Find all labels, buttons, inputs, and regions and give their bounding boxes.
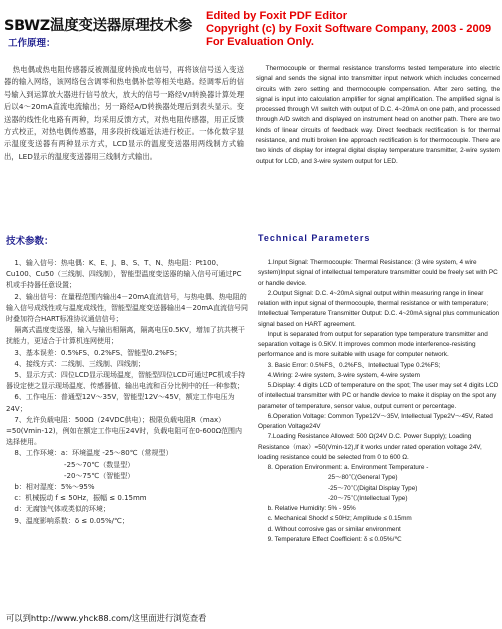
watermark-line: Edited by Foxit PDF Editor: [206, 10, 348, 22]
principle-heading: 工作原理：: [8, 38, 56, 49]
param-item: b：相对湿度：5%～95%: [14, 483, 95, 492]
param-item: 6、工作电压：普通型12V～35V，智能型12V～45V，额定工作电压为24V；: [6, 393, 235, 413]
param-subitem-en: 25～80℃(General Type): [328, 474, 398, 482]
principle-text-en: Thermocouple or thermal resistance transforms tested temperature into electric signal and sends the signal into transmitter input network which includes concerned circuits with zero setting and thermocouple compensation. After zero setting, the signal is input into calculation amplifier for signal amplification. The amplified signal is processed through V/I switch with output of D.C. 4~20mA on one path, and processed through A/D switch and displayed on instrument head on another path. There are two kinds of linear circuits of feedback way. Direct feedback rectification is for thermal resistance, and multi broken line approach rectification is for thermocouple. There are two kinds of display for integral digital display temperature transmitter, 2-wire system output for LCD, and 3-wire system output for LED.: [256, 65, 500, 165]
footer-link-text[interactable]: 可以到http://www.yhck88.com/这里面进行浏览查看: [6, 613, 207, 623]
param-item: 8、工作环境：a：环境温度 -25～80℃（常规型）: [14, 449, 173, 458]
param-subitem: -20～75℃（智能型）: [64, 471, 135, 480]
params-list-en: [258, 258, 500, 545]
param-item-en: 9. Temperature Effect Coefficient: δ ≤ 0.05%/℃: [267, 535, 402, 543]
principle-text-cn: 热电偶或热电阻传感器反被测温度转换成电信号，再将该信号送入变送器的输入网络，该网络包含调零和热电偶补偿等相关电路。经调零后的信号输入到运算放大器进行信号放大，放大的信号一路经V/I转换器计算处理后以4～20mA直流电流输出；另一路经A/D转换器处理后到表头显示。变送器的线性化电路有两种，均采用反馈方式，对热电阻传感器，用正反馈方式校正，对热电偶传感器，用多段折线逼近法进行校正。一体化数字显示温度变送器有两种显示方式，LCD显示的温度变送器用两线制方式输出，LED显示的温度变送器用三线制方式输出。: [4, 65, 244, 161]
param-item: 9、温度影响系数：δ ≤ 0.05%/℃；: [14, 516, 129, 525]
param-item: 5、显示方式：四位LCD显示现场温度，智能型四位LCD可通过PC机或手持器设定使之显示现场温度、传感器值、输出电流和百分比例中的任一种参数；: [6, 371, 246, 391]
document-title: SBWZ温度变送器原理技术参: [4, 18, 193, 34]
params-heading-en: Technical Parameters: [258, 233, 371, 243]
params-heading-cn: 技术参数：: [6, 236, 54, 247]
param-item: 3、基本误差：0.5%FS、0.2%FS、智能型0.2%FS；: [14, 348, 182, 357]
param-item-en: 2.Output Signal: D.C. 4~20mA signal output within measuring range in linear relation with input signal of thermocouple, thermal resistance or with temperature; Intellectual Temperature Transmitter Output: D.C. 4~20mA signal plus communication signal based on HART agreement.: [258, 289, 500, 328]
param-item: c：机械振动 f ≤ 50Hz，振幅 ≤ 0.15mm: [14, 494, 147, 503]
watermark-line: For Evaluation Only.: [206, 36, 314, 48]
param-item: 7、允许负载电阻：500Ω（24VDC供电）；极限负载电阻R（max）=50(Vmin-12)，例如在额定工作电压24V时，负载电阻可在0-600Ω范围内选择使用。: [6, 415, 243, 447]
param-item: d：无腐蚀气体或类似的环境；: [14, 505, 110, 514]
param-subitem-en: -20～75℃(Intellectual Type): [328, 494, 408, 502]
param-item: 1、输入信号：热电偶：K、E、J、B、S、T、N、热电阻：Pt100、Cu100、Cu50（三线制、四线制），智能型温度变送器的输入信号可通过PC机或手持器任意设置；: [6, 259, 242, 290]
param-item-en: c. Mechanical Shockf ≤ 50Hz; Amplitude ≤ 0.15mm: [267, 515, 412, 523]
param-item-en: b. Relative Humidity: 5% - 95%: [267, 505, 356, 512]
watermark-line: Copyright (c) by Foxit Software Company, 2003 - 2009: [206, 23, 492, 35]
param-item-en: 6.Operation Voltage: Common Type12V～35V, Intellectual Type2V～45V, Rated Operation Voltage24V: [258, 412, 493, 430]
param-item: 4、接线方式：二线制、三线制、四线制；: [14, 359, 145, 368]
param-item: 隔离式温度变送器，输入与输出相隔离，隔离电压0.5KV，增加了抗共模干扰能力，更适合于计算机连网使用；: [6, 326, 245, 346]
param-item-en: 1.Input Signal: Thermocouple: Thermal Resistance: (3 wire system, 4 wire system)Input signal of intellectual temperature transmitter could be freely set with PC or handle device.: [258, 259, 498, 287]
param-subitem: -25～70℃（数显型）: [64, 460, 135, 469]
param-item-en: 7.Loading Resistance Allowed: 500 Ω(24V D.C. Power Supply); Loading Resistance（max）=50(Vmin-12),If it works under rated operation voltage 24V, loading resistance could be selected from 0 to 600 Ω.: [258, 433, 482, 461]
param-item: 2、输出信号：在量程范围内输出4－20mA直流信号，与热电偶、热电阻的输入信号成线性或与温度成线性，智能型温度变送器输出4－20mA直流信号同时叠加符合HART标准协议通信信号；: [6, 292, 248, 324]
param-item-en: 4.Wiring: 2-wire system, 3-wire system, 4-wire system: [267, 371, 420, 379]
param-item-en: d. Without corrosive gas or similar environment: [267, 525, 401, 533]
param-item-en: 8. Operation Environment: a. Environment Temperature -: [267, 464, 429, 471]
param-item-en: 5.Display: 4 digits LCD of temperature on the spot; The user may set 4 digits LCD of intellectual transmitter with PC or handle device to make it display on the spot any parameter of temperature, sensor value, output current or percentage.: [258, 382, 499, 410]
param-item-en: Input is separated from output for separation type temperature transmitter and separation voltage is 0.5KV. It improves common mode interference-resisting performance and is more suitable with usage for computer network.: [258, 330, 488, 359]
watermark: [206, 10, 491, 49]
param-subitem-en: -25～70℃(Digital Display Type): [328, 484, 418, 492]
param-item-en: 3. Basic Error: 0.5%FS、0.2%FS、Intellectual Type 0.2%FS;: [267, 361, 441, 369]
params-list-cn: [6, 258, 248, 527]
